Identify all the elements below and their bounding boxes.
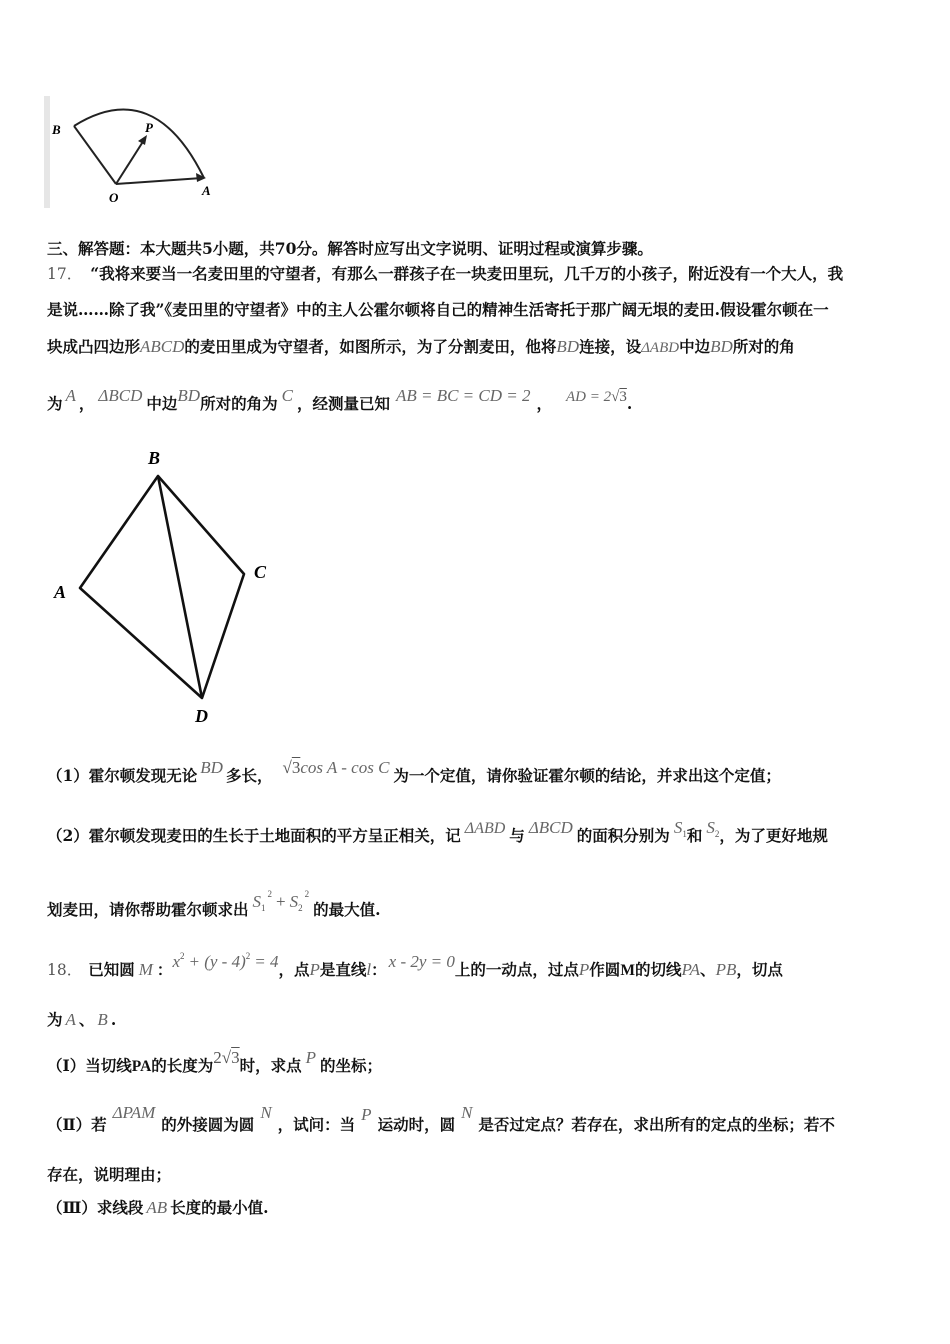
t: 所对的角为 — [200, 394, 278, 413]
label-b: B — [52, 122, 61, 137]
t: 上的一动点，过点 — [454, 960, 579, 979]
t: （Ⅰ）当切线 — [47, 1056, 132, 1075]
radicand: 3 — [231, 1048, 240, 1067]
math-p: P — [305, 1048, 317, 1067]
q17-part1 — [47, 758, 781, 786]
math-eq2: AD = 2 — [566, 389, 612, 405]
sup: 2 — [245, 951, 251, 961]
math-line-eq: x - 2y = 0 — [388, 952, 455, 971]
math-sqrt3: √3 — [221, 1048, 240, 1067]
t: 时，求点 — [239, 1056, 302, 1075]
math-p: P — [309, 960, 320, 979]
arrow-head-a — [196, 173, 206, 182]
t: 为一个定值，请你验证霍尔顿的结论，并求出这个定值； — [393, 766, 781, 785]
math-p: P — [578, 960, 590, 979]
math-eq4: = 4 — [254, 952, 279, 971]
q17-line4 — [47, 386, 633, 414]
sup: 2 — [304, 889, 310, 899]
math-p: P — [361, 1105, 372, 1124]
vertex-d-label: D — [195, 706, 208, 726]
figure-edge-shade — [44, 96, 50, 208]
q18-line1 — [47, 951, 783, 980]
t: ，试问：当 — [277, 1115, 356, 1134]
t: 的长度为 — [151, 1056, 214, 1075]
t: ，经测量已知 — [296, 394, 390, 413]
t: 的麦田里成为守望者，如图所示，为了分割麦田，他将 — [184, 337, 557, 356]
t: ， — [78, 394, 95, 413]
t: （Ⅱ）若 — [47, 1115, 107, 1134]
t: 存在，说明理由； — [47, 1165, 172, 1184]
math-m: M — [138, 960, 153, 979]
t: 已知圆 — [88, 960, 135, 979]
math-tri-pam: ΔPAM — [112, 1103, 156, 1122]
math-bd: BD — [177, 386, 201, 405]
q17-line3 — [47, 335, 795, 357]
bold-m: M — [620, 962, 635, 979]
q17-line2 — [47, 298, 829, 320]
q18-part1 — [47, 1048, 383, 1076]
math-bd: BD — [710, 337, 733, 356]
math-tri-bcd: ΔBCD — [98, 386, 143, 405]
math-s: S — [289, 892, 299, 911]
math-abcd: ABCD — [140, 337, 185, 356]
t: . — [110, 1010, 117, 1029]
quadrilateral-figure — [50, 440, 290, 730]
arrow-head-p — [138, 135, 147, 145]
sub: 1 — [261, 903, 266, 913]
t: 是直线 — [319, 960, 367, 979]
t: 为 — [47, 394, 63, 413]
math-tri-abd: ΔABD — [641, 340, 680, 356]
math-l: l — [366, 960, 372, 979]
q18-part3 — [47, 1196, 269, 1218]
sub: 1 — [682, 829, 687, 839]
label-a: A — [202, 183, 211, 198]
t: ，点 — [278, 960, 310, 979]
math-pa: PA — [681, 960, 701, 979]
t: 长度的最小值. — [170, 1198, 269, 1217]
math-ab: AB — [146, 1198, 168, 1217]
t: ， — [536, 394, 553, 413]
t: 、 — [78, 1010, 95, 1029]
math-s: S — [252, 892, 262, 911]
math-n: N — [461, 1103, 473, 1122]
quadrilateral-abcd — [80, 476, 244, 698]
math-x: x — [172, 952, 180, 971]
q18-part2-line1 — [47, 1103, 835, 1135]
math-bd: BD — [200, 758, 223, 777]
math-b: B — [97, 1010, 108, 1029]
q17-part2-line2 — [47, 889, 381, 920]
label-o: O — [109, 190, 119, 205]
math-sqrt3: √3 — [282, 758, 301, 777]
math-eq2-radicand: 3 — [619, 389, 627, 405]
t: 的切线 — [634, 960, 682, 979]
t: 为 — [47, 1010, 63, 1029]
vertex-b-label: B — [148, 448, 161, 468]
label-p: P — [145, 120, 153, 135]
t: ，为了更好地规 — [719, 826, 828, 845]
q17-line1 — [47, 262, 843, 284]
t: 中边 — [679, 337, 711, 356]
sub: 2 — [298, 903, 303, 913]
q18-part2-line2 — [47, 1163, 171, 1185]
t: 的坐标； — [320, 1056, 383, 1075]
t: 的面积分别为 — [576, 826, 670, 845]
q17-line2-text: 是说……除了我”《麦田里的守望者》中的主人公霍尔顿将自己的精神生活寄托于那广阔无垠的麦田.假设霍尔顿在一 — [47, 300, 829, 319]
t: ，切点 — [736, 960, 783, 979]
math-c: C — [281, 386, 293, 405]
t: 的外接圆为圆 — [161, 1115, 255, 1134]
t: 中边 — [146, 394, 178, 413]
math-s1: S — [673, 818, 683, 837]
math-bd: BD — [556, 337, 580, 356]
t: ： — [371, 960, 387, 979]
t: 多长， — [225, 766, 273, 785]
math-tri-abd: ΔABD — [464, 820, 506, 837]
t: 块成凸四边形 — [47, 337, 141, 356]
t: （2）霍尔顿发现麦田的生长于土地面积的平方呈正相关，记 — [47, 826, 461, 845]
t: ： — [156, 960, 173, 979]
math-a: A — [65, 1010, 76, 1029]
t-pa: PA — [131, 1058, 152, 1075]
t: 和 — [686, 826, 703, 845]
t: 运动时，圆 — [377, 1115, 456, 1134]
math-pb: PB — [715, 960, 737, 979]
plus: + — [276, 892, 286, 911]
sector-figure — [44, 96, 224, 208]
math-n: N — [260, 1103, 272, 1122]
section-heading — [47, 237, 653, 259]
t: 的最大值. — [313, 900, 381, 919]
math-two: 2 — [213, 1048, 222, 1067]
vector-oa — [116, 178, 202, 184]
radicand: 3 — [291, 758, 301, 777]
math-a: A — [65, 386, 76, 405]
math-eq2-sqrt: √3 — [611, 389, 627, 405]
sup: 2 — [267, 889, 273, 899]
t: 、 — [700, 960, 716, 979]
sup: 2 — [179, 951, 185, 961]
t: 连接，设 — [579, 337, 642, 356]
t: （Ⅲ）求线段 — [47, 1198, 144, 1217]
segment-ob — [74, 126, 116, 184]
vector-op — [116, 140, 144, 184]
math-s2: S — [706, 818, 715, 837]
q17-line1-text: “我将来要当一名麦田里的守望者，有那么一群孩子在一块麦田里玩，几千万的小孩子，附近没有一个大人，我 — [90, 264, 844, 283]
t: 与 — [509, 826, 525, 845]
math-cos-expr: cos A - cos C — [300, 758, 390, 777]
vertex-a-label: A — [54, 582, 67, 602]
t: 划麦田，请你帮助霍尔顿求出 — [47, 900, 249, 919]
q17-part2-line1 — [47, 818, 828, 846]
q18-line2 — [47, 1008, 116, 1030]
math-eq1: AB = BC = CD = 2 — [395, 386, 531, 405]
q18-number: 18． — [47, 961, 83, 979]
q17-number: 17． — [47, 265, 83, 283]
sector-arc — [74, 110, 204, 178]
t: （1）霍尔顿发现无论 — [47, 766, 198, 785]
vertex-c-label: C — [254, 562, 267, 582]
sub: 2 — [714, 829, 720, 839]
math-y-term: + (y - 4) — [188, 952, 246, 971]
t: 所对的角 — [732, 337, 795, 356]
math-tri-bcd: ΔBCD — [528, 818, 573, 837]
t: 作圆 — [589, 960, 621, 979]
section-heading-text: 三、解答题：本大题共5小题，共70分。解答时应写出文字说明、证明过程或演算步骤。 — [47, 239, 653, 258]
t: . — [626, 394, 633, 413]
t: 是否过定点？若存在，求出所有的定点的坐标；若不 — [478, 1115, 835, 1134]
